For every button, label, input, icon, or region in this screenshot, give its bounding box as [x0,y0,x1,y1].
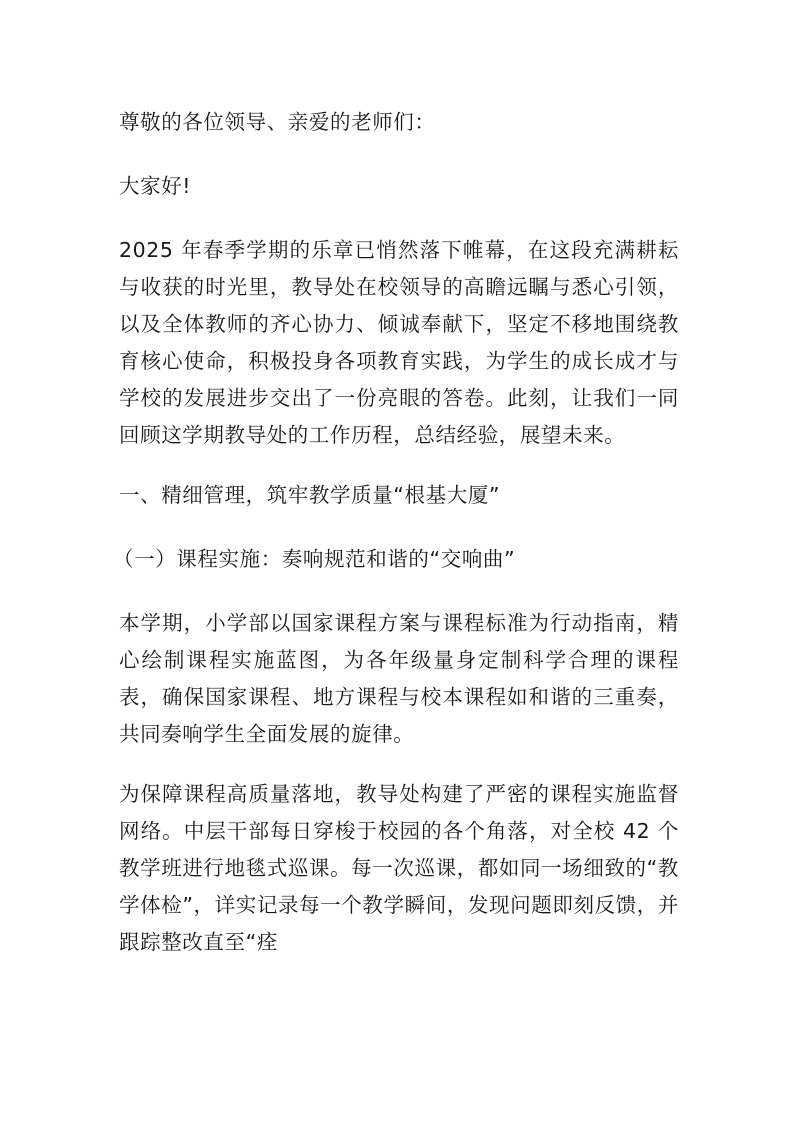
body-paragraph: 为保障课程高质量落地，教导处构建了严密的课程实施监督网络。中层干部每日穿梭于校园的各个角落，对全校 42 个教学班进行地毯式巡课。每一次巡课，都如同一场细致的“教学体检”，详实记录每一个教学瞬间，发现问题即刻反馈，并跟踪整改直至“痊 [119,782,679,954]
section-heading: 一、精细管理，筑牢教学质量“根基大厦” [119,483,501,507]
document-page [113,104,679,984]
intro-paragraph: 2025 年春季学期的乐章已悄然落下帷幕，在这段充满耕耘与收获的时光里，教导处在校领导的高瞻远瞩与悉心引领，以及全体教师的齐心协力、倾诚奉献下，坚定不移地围绕教育核心使命，积极投身各项教育实践，为学生的成长成才与学校的发展进步交出了一份亮眼的答卷。此刻，让我们一同回顾这学期教导处的工作历程，总结经验，展望未来。 [119,238,679,447]
greeting: 大家好! [119,174,192,198]
salutation: 尊敬的各位领导、亲爱的老师们： [119,110,436,134]
body-paragraph: 本学期，小学部以国家课程方案与课程标准为行动指南，精心绘制课程实施蓝图，为各年级量身定制科学合理的课程表，确保国家课程、地方课程与校本课程如和谐的三重奏，共同奏响学生全面发展的旋律。 [119,611,679,746]
subsection-heading: （一）课程实施：奏响规范和谐的“交响曲” [113,547,516,571]
